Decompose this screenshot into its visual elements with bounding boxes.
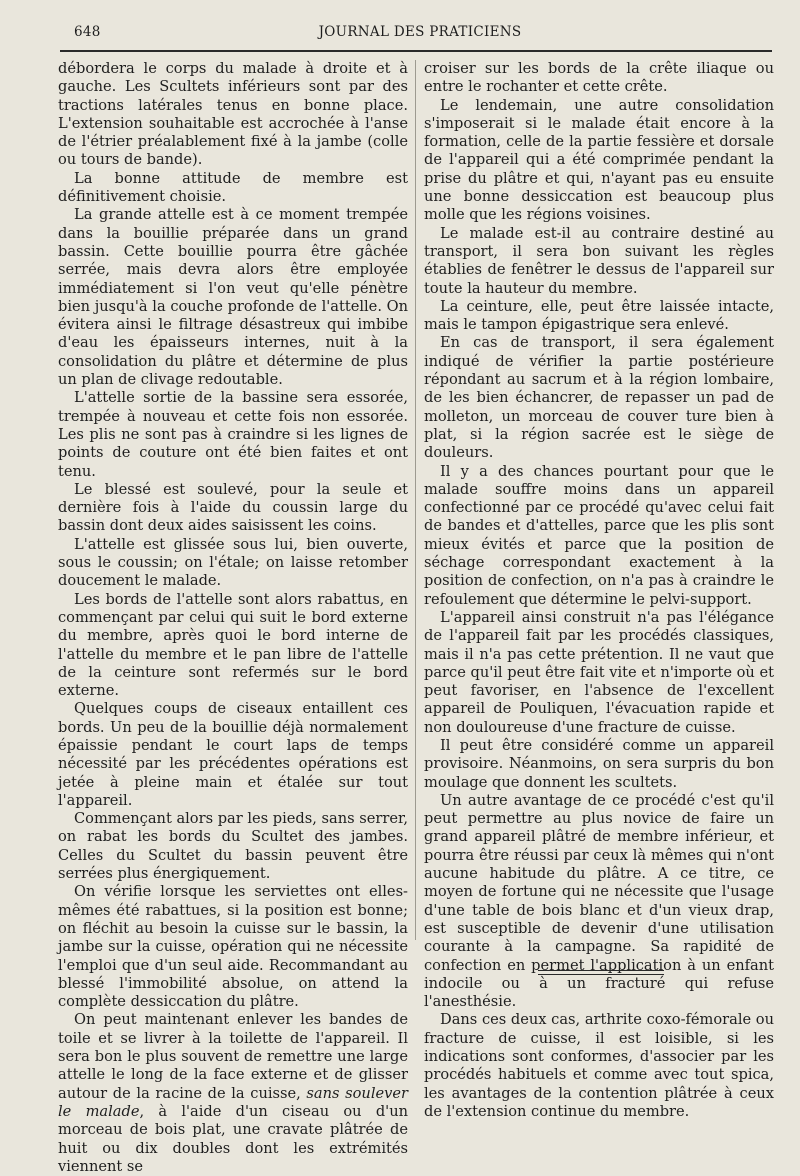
paragraph: L'attelle est glissée sous lui, bien ouverte, sous le coussin; on l'étale; on laisse retomber doucement le malade.	[58, 535, 408, 590]
paragraph: La grande attelle est à ce moment trempée dans la bouillie préparée dans un grand bassin. Cette bouillie pourra être gâchée serrée, mais devra alors être employée immédiatement si l'on veut qu'elle pénètre bien jusqu'à la couche profonde de l'attelle. On évitera ainsi le filtrage désastreux qui imbibe d'eau les épaisseurs internes, nuit à la consolidation du plâtre et détermine de plus un plan de clivage redoutable.	[58, 206, 408, 389]
column-divider	[415, 60, 416, 940]
header-rule	[60, 50, 772, 52]
paragraph: Le malade est-il au contraire destiné au transport, il sera bon suivant les règles établies de fenêtrer le dessus de l'appareil sur toute la hauteur du membre.	[424, 224, 774, 297]
right-column	[424, 60, 774, 1121]
text-run: , à l'aide d'un ciseau ou d'un morceau de bois plat, une cravate plâtrée de huit ou dix doubles dont les extrémités viennent se	[58, 1102, 408, 1175]
paragraph: débordera le corps du malade à droite et à gauche. Les Scultets inférieurs sont par des tractions latérales tenus en bonne place. L'extension souhaitable est accrochée à l'anse de l'étrier préalablement fixé à la jambe (colle ou tours de bande).	[58, 60, 408, 169]
page-number: 648	[74, 24, 101, 40]
text-run: On peut maintenant enlever les bandes de toile et se livrer à la toilette de l'appareil. Il sera bon le plus souvent de remettre une large attelle le long de la face externe et de glisser autour de la racine de la cuisse,	[58, 1011, 408, 1102]
rule-line	[538, 970, 664, 971]
paragraph: Un autre avantage de ce procédé c'est qu'il peut permettre au plus novice de faire un grand appareil plâtré de membre inférieur, et pourra être réussi par ceux là mêmes qui n'ont aucune habitude du plâtre. A ce titre, ce moyen de fortune qui ne nécessite que l'usage d'une table de bois blanc et d'un vieux drap, est susceptible de devenir d'une utilisation courante à la campagne. Sa rapidité de confection en permet l'application à un enfant indocile ou à un fracturé qui refuse l'anesthésie.	[424, 791, 774, 1011]
paragraph: Le blessé est soulevé, pour la seule et dernière fois à l'aide du coussin large du bassin dont deux aides saisissent les coins.	[58, 480, 408, 535]
end-of-article-rule	[538, 970, 664, 978]
paragraph: L'attelle sortie de la bassine sera essorée, trempée à nouveau et cette fois non essorée. Les plis ne sont pas à craindre si les lignes de points de couture ont été bien faites et ont tenu.	[58, 389, 408, 480]
paragraph	[58, 1011, 408, 1176]
rule-line	[538, 974, 664, 975]
paragraph: On vérifie lorsque les serviettes ont elles-mêmes été rabattues, si la position est bonne; on fléchit au besoin la cuisse sur le bassin, la jambe sur la cuisse, opération qui ne nécessite l'emploi que d'un seul aide. Recommandant au blessé l'immobilité absolue, on attend la complète dessiccation du plâtre.	[58, 883, 408, 1011]
italic-phrase: sans soulever le malade	[58, 1084, 408, 1120]
paragraph: La bonne attitude de membre est définitivement choisie.	[58, 169, 408, 206]
paragraph: Le lendemain, une autre consolidation s'imposerait si le malade était encore à la formation, celle de la partie fessière et dorsale de l'appareil qui a été comprimée pendant la prise du plâtre et qui, n'ayant pas eu ensuite une bonne dessiccation est beaucoup plus molle que les régions voisines.	[424, 96, 774, 224]
paragraph: En cas de transport, il sera également indiqué de vérifier la partie postérieure répondant au sacrum et à la région lombaire, de les bien échancrer, de repasser un pad de molleton, un morceau de couver ture bien à plat, si la région sacrée est le siège de douleurs.	[424, 334, 774, 462]
paragraph: L'appareil ainsi construit n'a pas l'élégance de l'appareil fait par les procédés classiques, mais il n'a pas cette prétention. Il ne vaut que parce qu'il peut être fait vite et n'importe où et peut favoriser, en l'absence de l'excellent appareil de Pouliquen, l'évacuation rapide et non douloureuse d'une fracture de cuisse.	[424, 608, 774, 736]
paragraph: Commençant alors par les pieds, sans serrer, on rabat les bords du Scultet des jambes. Celles du Scultet du bassin peuvent être serrées plus énergiquement.	[58, 810, 408, 883]
paragraph: Les bords de l'attelle sont alors rabattus, en commençant par celui qui suit le bord externe du membre, après quoi le bord interne de l'attelle du membre et le pan libre de l'attelle de la ceinture sont refermés sur le bord externe.	[58, 590, 408, 700]
left-column	[58, 60, 408, 1176]
page-header	[60, 20, 780, 48]
paragraph: Quelques coups de ciseaux entaillent ces bords. Un peu de la bouillie déjà normalement épaissie pendant le court laps de temps nécessité par les précédentes opérations est jetée à pleine main et étalée sur tout l'appareil.	[58, 700, 408, 809]
paragraph: croiser sur les bords de la crête iliaque ou entre le rochanter et cette crête.	[424, 60, 774, 96]
paragraph: La ceinture, elle, peut être laissée intacte, mais le tampon épigastrique sera enlevé.	[424, 297, 774, 334]
paragraph: Il y a des chances pourtant pour que le malade souffre moins dans un appareil confectionné par ce procédé qu'avec celui fait de bandes et d'attelles, parce que les plis sont mieux évités et parce que la position de séchage correspondant exactement à la position de confection, on n'a pas à craindre le refoulement que détermine le pelvi-support.	[424, 462, 774, 608]
running-title: JOURNAL DES PRATICIENS	[318, 24, 522, 40]
paragraph: Il peut être considéré comme un appareil provisoire. Néanmoins, on sera surpris du bon moulage que donnent les scultets.	[424, 736, 774, 791]
paragraph: Dans ces deux cas, arthrite coxo-fémorale ou fracture de cuisse, il est loisible, si les indications sont conformes, d'associer par les procédés habituels et comme avec tout spica, les avantages de la contention plâtrée à ceux de l'extension continue du membre.	[424, 1011, 774, 1120]
